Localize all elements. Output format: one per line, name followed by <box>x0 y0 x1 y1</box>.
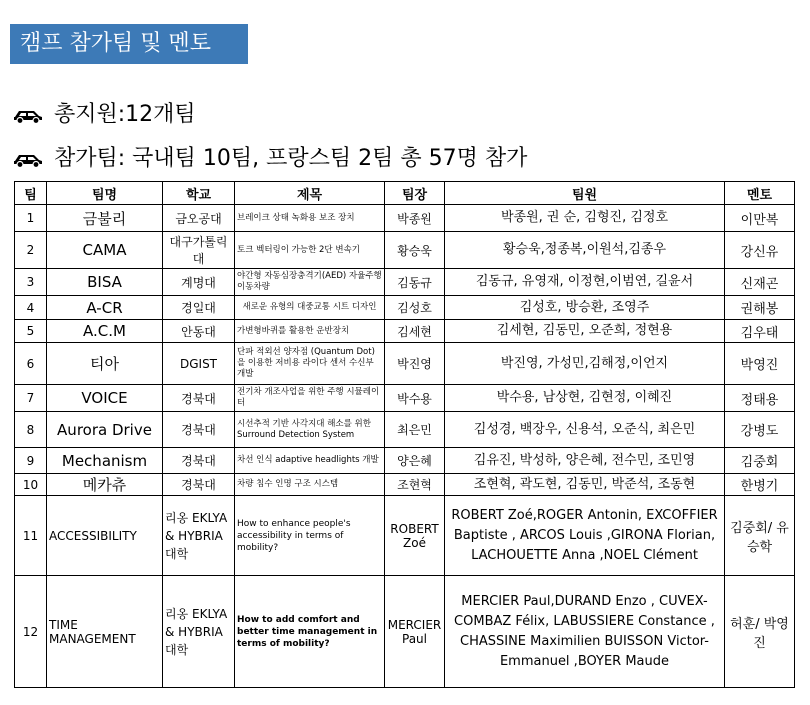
cell-no: 8 <box>15 412 47 448</box>
table-row <box>15 385 795 412</box>
cell-team: BISA <box>47 269 163 296</box>
cell-team: ACCESSIBILITY <box>47 496 163 576</box>
cell-no: 7 <box>15 385 47 412</box>
cell-no: 12 <box>15 576 47 688</box>
table-row <box>15 205 795 232</box>
teams-table <box>14 181 795 688</box>
cell-school: 경북대 <box>163 385 235 412</box>
cell-members: MERCIER Paul,DURAND Enzo , CUVEX-COMBAZ Félix, LABUSSIERE Constance , CHASSINE Maximilien BUISSON Victor-Emmanuel ,BOYER Maude <box>445 576 725 688</box>
cell-topic: 야간형 자동심장충격기(AED) 자율주행 이동차량 <box>235 269 385 296</box>
cell-members: 김동규, 유영재, 이정현,이범연, 길윤서 <box>445 269 725 296</box>
table-row <box>15 576 795 688</box>
cell-topic: 차량 침수 인명 구조 시스템 <box>235 474 385 496</box>
cell-leader: 김동규 <box>385 269 445 296</box>
cell-topic: 전기차 개조사업을 위한 주행 시뮬레이터 <box>235 385 385 412</box>
cell-mentor: 허훈/ 박영진 <box>725 576 795 688</box>
cell-school: 경북대 <box>163 448 235 474</box>
table-row <box>15 320 795 343</box>
cell-school: 계명대 <box>163 269 235 296</box>
bullet-text: 총지원:12개팀 <box>54 102 196 127</box>
cell-school: 리옹 EKLYA & HYBRIA 대학 <box>163 496 235 576</box>
cell-no: 9 <box>15 448 47 474</box>
cell-mentor: 김중회 <box>725 448 795 474</box>
cell-leader: 박종원 <box>385 205 445 232</box>
cell-team: CAMA <box>47 232 163 269</box>
bullet-participants <box>12 144 527 174</box>
cell-members: 조현혁, 곽도현, 김동민, 박준석, 조동현 <box>445 474 725 496</box>
cell-school: 리옹 EKLYA & HYBRIA 대학 <box>163 576 235 688</box>
cell-topic: 차선 인식 adaptive headlights 개발 <box>235 448 385 474</box>
cell-leader: 김세현 <box>385 320 445 343</box>
cell-members: 김성경, 백장우, 신용석, 오준식, 최은민 <box>445 412 725 448</box>
bullet-total-applicants <box>12 100 196 130</box>
table-row <box>15 343 795 385</box>
cell-leader: MERCIER Paul <box>385 576 445 688</box>
cell-topic: How to add comfort and better time management in terms of mobility? <box>235 576 385 688</box>
cell-school: 안동대 <box>163 320 235 343</box>
table-header-row <box>15 182 795 205</box>
col-header-topic: 제목 <box>235 182 385 205</box>
table-row <box>15 269 795 296</box>
cell-team: A-CR <box>47 296 163 320</box>
cell-topic: 단파 적외선 양자점 (Quantum Dot)을 이용한 저비용 라이다 센서 수신부 개발 <box>235 343 385 385</box>
cell-team: Mechanism <box>47 448 163 474</box>
cell-mentor: 강병도 <box>725 412 795 448</box>
cell-members: 황승욱,정종복,이원석,김종우 <box>445 232 725 269</box>
cell-no: 5 <box>15 320 47 343</box>
cell-team: 메카츄 <box>47 474 163 496</box>
cell-leader: 김성호 <box>385 296 445 320</box>
col-header-leader: 팀장 <box>385 182 445 205</box>
cell-team: A.C.M <box>47 320 163 343</box>
cell-mentor: 김중회/ 유승학 <box>725 496 795 576</box>
cell-team: Aurora Drive <box>47 412 163 448</box>
cell-topic: 가변형바퀴를 활용한 운반장치 <box>235 320 385 343</box>
table-row <box>15 232 795 269</box>
cell-mentor: 이만복 <box>725 205 795 232</box>
cell-topic: 시선추적 기반 사각지대 해소를 위한 Surround Detection System <box>235 412 385 448</box>
cell-no: 6 <box>15 343 47 385</box>
cell-topic: 토크 벡터링이 가능한 2단 변속기 <box>235 232 385 269</box>
cell-mentor: 신재곤 <box>725 269 795 296</box>
cell-no: 4 <box>15 296 47 320</box>
cell-leader: 박진영 <box>385 343 445 385</box>
cell-leader: 양은혜 <box>385 448 445 474</box>
cell-mentor: 김우태 <box>725 320 795 343</box>
cell-team: 티아 <box>47 343 163 385</box>
cell-members: 박진영, 가성민,김해정,이언지 <box>445 343 725 385</box>
cell-members: ROBERT Zoé,ROGER Antonin, EXCOFFIER Baptiste , ARCOS Louis ,GIRONA Florian, LACHOUETTE Anna ,NOEL Clément <box>445 496 725 576</box>
cell-leader: 최은민 <box>385 412 445 448</box>
cell-members: 김성호, 방승환, 조영주 <box>445 296 725 320</box>
cell-team: VOICE <box>47 385 163 412</box>
cell-mentor: 박영진 <box>725 343 795 385</box>
col-header-team: 팀명 <box>47 182 163 205</box>
cell-members: 김유진, 박성하, 양은혜, 전수민, 조민영 <box>445 448 725 474</box>
cell-leader: ROBERT Zoé <box>385 496 445 576</box>
col-header-mentor: 멘토 <box>725 182 795 205</box>
car-icon <box>12 150 44 168</box>
bullet-text: 참가팀: 국내팀 10팀, 프랑스팀 2팀 총 57명 참가 <box>54 146 528 171</box>
cell-mentor: 권해봉 <box>725 296 795 320</box>
cell-school: 대구가톨릭대 <box>163 232 235 269</box>
table-row <box>15 296 795 320</box>
cell-school: 경북대 <box>163 474 235 496</box>
cell-mentor: 강신유 <box>725 232 795 269</box>
cell-no: 11 <box>15 496 47 576</box>
cell-mentor: 한병기 <box>725 474 795 496</box>
cell-school: 금오공대 <box>163 205 235 232</box>
cell-no: 3 <box>15 269 47 296</box>
cell-topic: 새로운 유형의 대중교통 시트 디자인 <box>235 296 385 320</box>
table-row <box>15 496 795 576</box>
page-title: 캠프 참가팀 및 멘토 <box>10 24 248 64</box>
cell-school: 경일대 <box>163 296 235 320</box>
table-row <box>15 412 795 448</box>
car-icon <box>12 106 44 124</box>
cell-leader: 박수용 <box>385 385 445 412</box>
cell-no: 2 <box>15 232 47 269</box>
table-row <box>15 474 795 496</box>
cell-members: 박수용, 남상현, 김현정, 이혜진 <box>445 385 725 412</box>
table-row <box>15 448 795 474</box>
cell-leader: 조현혁 <box>385 474 445 496</box>
cell-members: 김세현, 김동민, 오준희, 정현용 <box>445 320 725 343</box>
cell-topic: 브레이크 상태 녹화용 보조 장치 <box>235 205 385 232</box>
cell-no: 10 <box>15 474 47 496</box>
cell-members: 박종원, 권 순, 김형진, 김정호 <box>445 205 725 232</box>
cell-team: 금불리 <box>47 205 163 232</box>
cell-school: DGIST <box>163 343 235 385</box>
col-header-school: 학교 <box>163 182 235 205</box>
col-header-no: 팀 <box>15 182 47 205</box>
cell-school: 경북대 <box>163 412 235 448</box>
cell-no: 1 <box>15 205 47 232</box>
col-header-members: 팀원 <box>445 182 725 205</box>
cell-topic: How to enhance people's accessibility in terms of mobility? <box>235 496 385 576</box>
cell-team: TIME MANAGEMENT <box>47 576 163 688</box>
cell-mentor: 정태용 <box>725 385 795 412</box>
cell-leader: 황승욱 <box>385 232 445 269</box>
